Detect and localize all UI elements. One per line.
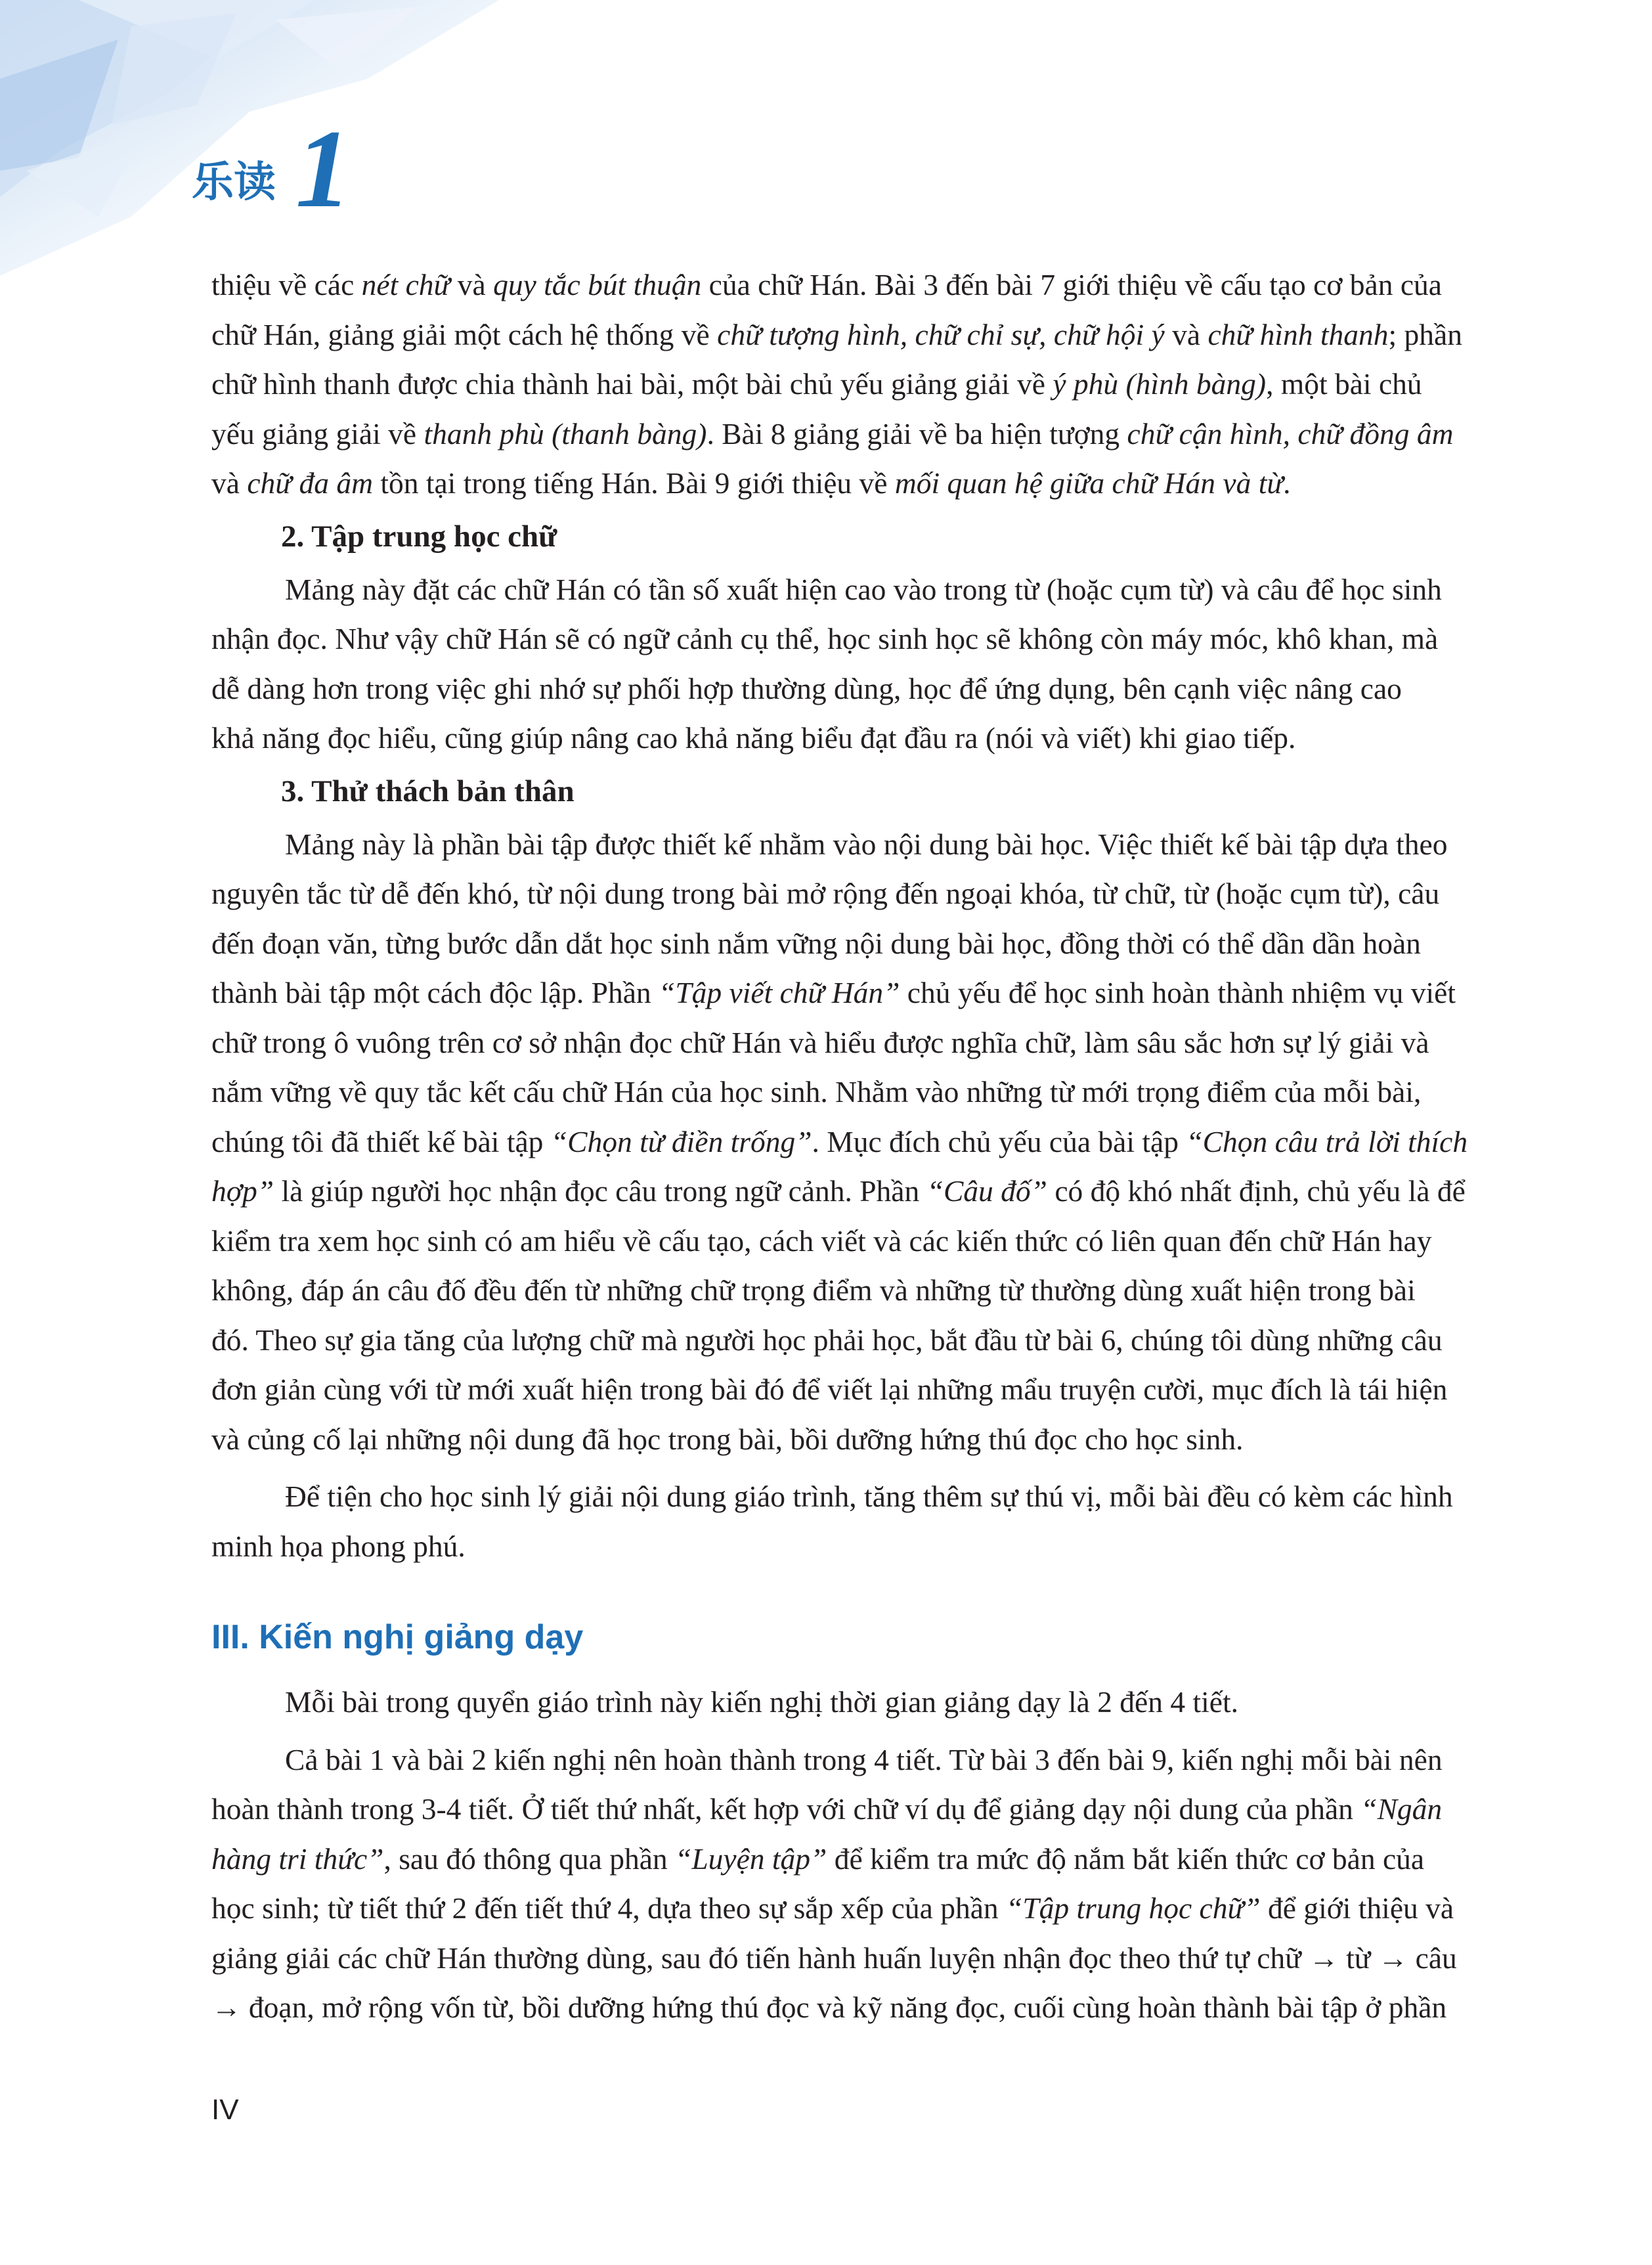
text-line: Để tiện cho học sinh lý giải nội dung giáo trình, tăng thêm sự thú vị, mỗi bài đều có kèm các hình [285, 1480, 1453, 1513]
text-line: yếu giảng giải về thanh phù (thanh bàng). Bài 8 giảng giải về ba hiện tượng chữ cận hình, chữ đồng âm [211, 416, 1454, 451]
text-line: giảng giải các chữ Hán thường dùng, sau đó tiến hành huấn luyện nhận đọc theo thứ tự chữ → từ → câu [211, 1941, 1457, 1975]
section-heading-3: 3. Thử thách bản thân [281, 774, 575, 808]
text-line: thành bài tập một cách độc lập. Phần “Tập viết chữ Hán” chủ yếu để học sinh hoàn thành nhiệm vụ viết [211, 976, 1456, 1009]
text-line: học sinh; từ tiết thứ 2 đến tiết thứ 4, dựa theo sự sắp xếp của phần “Tập trung học chữ” để giới thiệu và [211, 1891, 1454, 1925]
page-number: IV [211, 2094, 239, 2126]
text-line: đến đoạn văn, từng bước dẫn dắt học sinh nắm vững nội dung bài học, đồng thời có thể dần dần hoàn [211, 926, 1421, 960]
section-heading-III: III. Kiến nghị giảng dạy [211, 1618, 584, 1656]
section-heading-2: 2. Tập trung học chữ [281, 519, 557, 554]
text-line: không, đáp án câu đố đều đến từ những chữ trọng điểm và những từ thường dùng xuất hiện trong bài [211, 1273, 1416, 1307]
text-line: chúng tôi đã thiết kế bài tập “Chọn từ điền trống”. Mục đích chủ yếu của bài tập “Chọn câu trả lời thích [211, 1124, 1468, 1158]
text-line: và chữ đa âm tồn tại trong tiếng Hán. Bài 9 giới thiệu về mối quan hệ giữa chữ Hán và từ. [211, 466, 1291, 500]
corner-decoration [0, 0, 499, 276]
text-line: hàng tri thức”, sau đó thông qua phần “Luyện tập” để kiểm tra mức độ nắm bắt kiến thức cơ bản của [211, 1841, 1425, 1876]
text-line: Mảng này là phần bài tập được thiết kế nhằm vào nội dung bài học. Việc thiết kế bài tập dựa theo [285, 827, 1448, 861]
text-line: dễ dàng hơn trong việc ghi nhớ sự phối hợp thường dùng, học để ứng dụng, bên cạnh việc nâng cao [211, 671, 1402, 705]
text-line: Mảng này đặt các chữ Hán có tần số xuất hiện cao vào trong từ (hoặc cụm từ) và câu để học sinh [285, 572, 1442, 606]
text-line: thiệu về các nét chữ và quy tắc bút thuận của chữ Hán. Bài 3 đến bài 7 giới thiệu về cấu tạo cơ bản của [211, 268, 1443, 301]
text-line: nắm vững về quy tắc kết cấu chữ Hán của học sinh. Nhằm vào những từ mới trọng điểm của mỗi bài, [211, 1075, 1422, 1109]
text-line: nhận đọc. Như vậy chữ Hán sẽ có ngữ cảnh cụ thể, học sinh học sẽ không còn máy móc, khô khan, mà [211, 622, 1439, 655]
text-line: đơn giản cùng với từ mới xuất hiện trong bài đó để viết lại những mẩu truyện cười, mục đích là tái hiện [211, 1373, 1448, 1406]
text-line: minh họa phong phú. [211, 1529, 466, 1563]
text-line: Cả bài 1 và bài 2 kiến nghị nên hoàn thành trong 4 tiết. Từ bài 3 đến bài 9, kiến nghị mỗi bài nên [285, 1742, 1443, 1776]
text-line: → đoạn, mở rộng vốn từ, bồi dưỡng hứng thú đọc và kỹ năng đọc, cuối cùng hoàn thành bài tập ở phần [211, 1990, 1447, 2024]
text-line: chữ trong ô vuông trên cơ sở nhận đọc chữ Hán và hiểu được nghĩa chữ, làm sâu sắc hơn sự lý giải và [211, 1025, 1429, 1059]
text-line: và củng cố lại những nội dung đã học trong bài, bồi dưỡng hứng thú đọc cho học sinh. [211, 1422, 1244, 1456]
text-line: hợp” là giúp người học nhận đọc câu trong ngữ cảnh. Phần “Câu đố” có độ khó nhất định, chủ yếu là để [211, 1174, 1466, 1208]
text-line: khả năng đọc hiểu, cũng giúp nâng cao khả năng biểu đạt đầu ra (nói và viết) khi giao tiếp. [211, 721, 1296, 755]
text-line: đó. Theo sự gia tăng của lượng chữ mà người học phải học, bắt đầu từ bài 6, chúng tôi dùng những câu [211, 1323, 1443, 1357]
text-line: hoàn thành trong 3-4 tiết. Ở tiết thứ nhất, kết hợp với chữ ví dụ để giảng dạy nội dung của phần “Ngân [211, 1792, 1443, 1826]
text-line: Mỗi bài trong quyển giáo trình này kiến nghị thời gian giảng dạy là 2 đến 4 tiết. [285, 1685, 1238, 1719]
logo-number: 1 [295, 107, 351, 231]
logo-text: 乐读 [192, 158, 276, 207]
text-line: chữ hình thanh được chia thành hai bài, một bài chủ yếu giảng giải về ý phù (hình bàng), một bài chủ [211, 367, 1422, 401]
page-content [211, 260, 1466, 2033]
text-line: chữ Hán, giảng giải một cách hệ thống về chữ tượng hình, chữ chỉ sự, chữ hội ý và chữ hình thanh; phần [211, 317, 1462, 351]
text-line: kiểm tra xem học sinh có am hiểu về cấu tạo, cách viết và các kiến thức có liên quan đến chữ Hán hay [211, 1223, 1432, 1258]
text-line: nguyên tắc từ dễ đến khó, từ nội dung trong bài mở rộng đến ngoại khóa, từ chữ, từ (hoặc cụm từ), câu [211, 877, 1440, 910]
